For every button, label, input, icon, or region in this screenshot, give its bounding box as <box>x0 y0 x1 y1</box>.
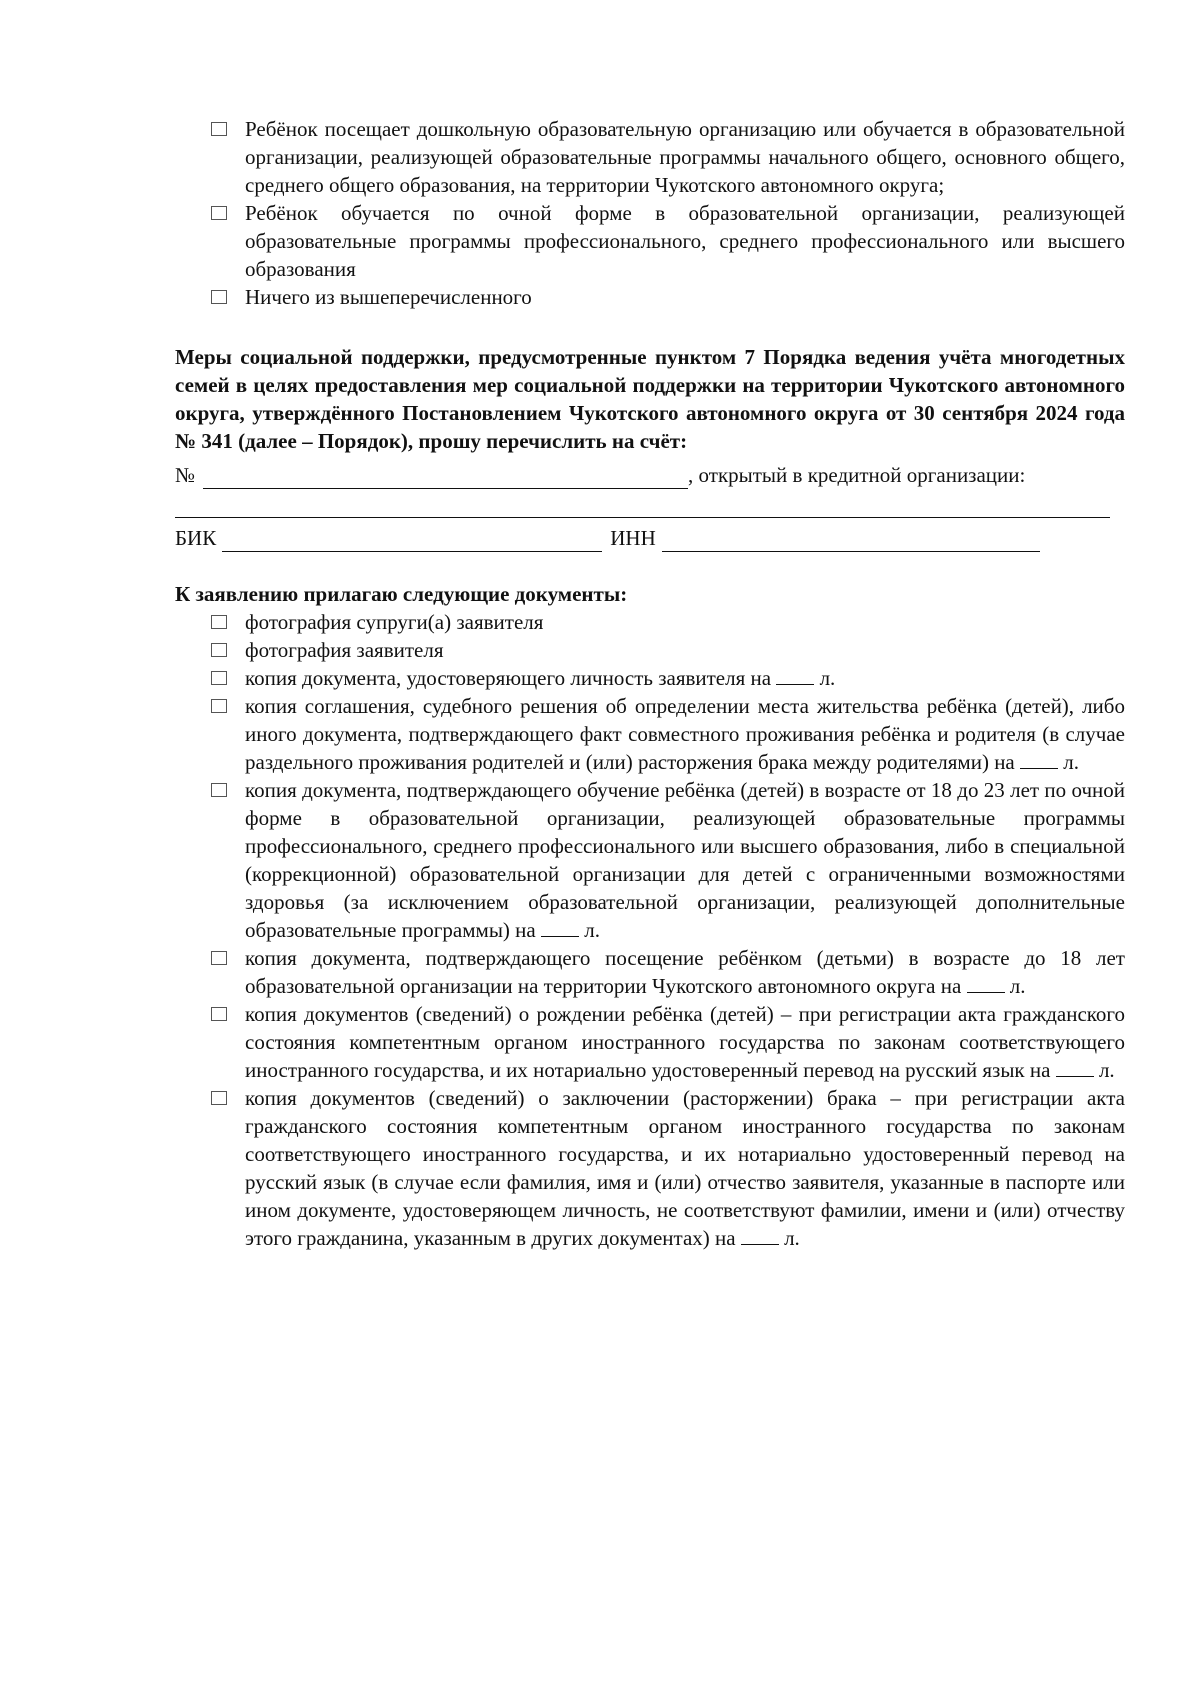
sheet-count-field[interactable] <box>1020 750 1058 769</box>
sheets-suffix: л. <box>784 1226 800 1250</box>
document-item[interactable] <box>175 1000 1125 1084</box>
sheets-suffix: л. <box>1009 974 1026 998</box>
sheet-count-field[interactable] <box>1056 1058 1094 1077</box>
document-label: фотография супруги(а) заявителя <box>245 610 544 634</box>
checkbox[interactable] <box>211 951 227 965</box>
documents-list <box>175 608 1125 1252</box>
document-text <box>245 776 1125 944</box>
sheet-count-field[interactable] <box>776 666 814 685</box>
document-label: копия документов (сведений) о заключении (расторжении) брака – при регистрации акта гражданского состояния компетентным органом иностранного государства по законам соответствующего иностранного государства, и их нотариально удостоверенный перевод на русский язык (в случае если фамилия, имя и (или) отчество заявителя, указанные в паспорте или ином документе, удостоверяющем личность, не соответствуют фамилии, имени и (или) отчеству этого гражданина, указанным в других документах) на <box>245 1086 1125 1250</box>
document-item[interactable] <box>175 608 1125 636</box>
number-sign-label: № <box>175 463 196 487</box>
bank-name-field[interactable] <box>175 489 1110 518</box>
opened-in-bank-label: , открытый в кредитной организации: <box>688 463 1026 487</box>
bik-inn-row <box>175 524 1125 552</box>
inn-field[interactable] <box>662 527 1040 552</box>
support-measures-paragraph: Меры социальной поддержки, предусмотренные пунктом 7 Порядка ведения учёта многодетных семей в целях предоставления мер социальной поддержки на территории Чукотского автономного округа, утверждённого Постановлением Чукотского автономного округа от 30 сентября 2024 года № 341 (далее – Порядок), прошу перечислить на счёт: <box>175 345 1125 453</box>
document-item[interactable] <box>175 1084 1125 1252</box>
child-option[interactable] <box>175 283 1125 311</box>
child-options-list <box>175 115 1125 311</box>
bik-label: БИК <box>175 526 217 550</box>
sheets-suffix: л. <box>1098 1058 1115 1082</box>
checkbox[interactable] <box>211 699 227 713</box>
checkbox[interactable] <box>211 206 227 220</box>
document-text <box>245 692 1125 776</box>
inn-label: ИНН <box>610 526 656 550</box>
document-page <box>175 115 1125 1252</box>
document-text <box>245 608 1125 636</box>
sheet-count-field[interactable] <box>967 974 1005 993</box>
document-item[interactable] <box>175 776 1125 944</box>
document-label: копия документа, удостоверяющего личность заявителя на <box>245 666 772 690</box>
option-text: Ничего из вышеперечисленного <box>245 285 532 309</box>
option-text: Ребёнок обучается по очной форме в образовательной организации, реализующей образовательные программы профессионального, среднего профессионального или высшего образования <box>245 201 1125 281</box>
bik-field[interactable] <box>222 527 602 552</box>
checkbox[interactable] <box>211 615 227 629</box>
checkbox[interactable] <box>211 643 227 657</box>
document-item[interactable] <box>175 636 1125 664</box>
checkbox[interactable] <box>211 783 227 797</box>
document-label: копия соглашения, судебного решения об определении места жительства ребёнка (детей), либо иного документа, подтверждающего факт совместного проживания ребёнка и родителя (в случае раздельного проживания родителей и (или) расторжения брака между родителями) на <box>245 694 1125 774</box>
document-text <box>245 944 1125 1000</box>
account-number-field[interactable] <box>203 464 688 489</box>
document-label: копия документа, подтверждающего посещение ребёнком (детьми) в возрасте до 18 лет образовательной организации на территории Чукотского автономного округа на <box>245 946 1125 998</box>
option-text: Ребёнок посещает дошкольную образовательную организацию или обучается в образовательной организации, реализующей образовательные программы начального общего, основного общего, среднего общего образования, на территории Чукотского автономного округа; <box>245 117 1125 197</box>
checkbox[interactable] <box>211 122 227 136</box>
document-text <box>245 664 1125 692</box>
document-item[interactable] <box>175 944 1125 1000</box>
document-label: копия документа, подтверждающего обучение ребёнка (детей) в возрасте от 18 до 23 лет по очной форме в образовательной организации, реализующей образовательные программы профессионального, среднего профессионального или высшего образования, либо в специальной (коррекционной) образовательной организации для детей с ограниченными возможностями здоровья (за исключением образовательной организации, реализующей дополнительные образовательные программы) на <box>245 778 1125 942</box>
documents-heading: К заявлению прилагаю следующие документы: <box>175 582 628 606</box>
sheet-count-field[interactable] <box>741 1226 779 1245</box>
checkbox[interactable] <box>211 1091 227 1105</box>
document-item[interactable] <box>175 692 1125 776</box>
sheet-count-field[interactable] <box>541 918 579 937</box>
document-item[interactable] <box>175 664 1125 692</box>
document-text <box>245 636 1125 664</box>
document-text <box>245 1000 1125 1084</box>
sheets-suffix: л. <box>819 666 836 690</box>
child-option[interactable] <box>175 199 1125 283</box>
document-text <box>245 1084 1125 1252</box>
account-number-row <box>175 461 1125 489</box>
sheets-suffix: л. <box>1063 750 1079 774</box>
checkbox[interactable] <box>211 1007 227 1021</box>
document-label: копия документов (сведений) о рождении ребёнка (детей) – при регистрации акта гражданского состояния компетентным органом иностранного государства по законам соответствующего иностранного государства, и их нотариально удостоверенный перевод на русский язык на <box>245 1002 1125 1082</box>
checkbox[interactable] <box>211 290 227 304</box>
sheets-suffix: л. <box>584 918 600 942</box>
document-label: фотография заявителя <box>245 638 444 662</box>
checkbox[interactable] <box>211 671 227 685</box>
child-option[interactable] <box>175 115 1125 199</box>
